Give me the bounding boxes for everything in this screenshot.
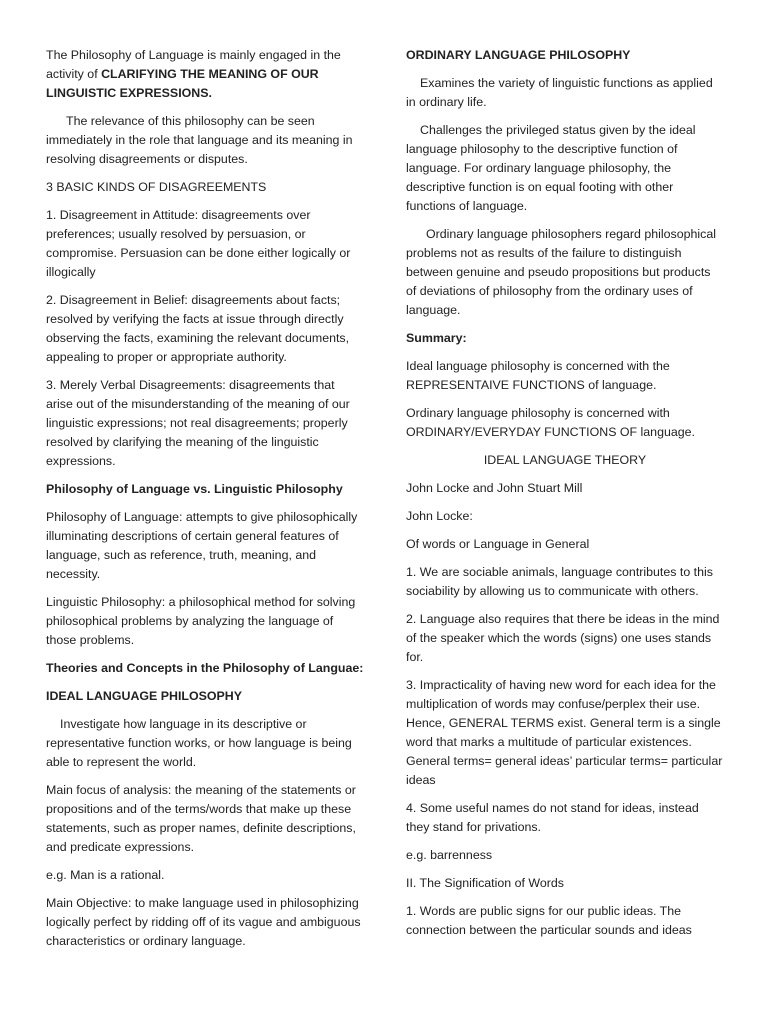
ideal-language-heading: IDEAL LANGUAGE PHILOSOPHY: [46, 689, 242, 703]
linguistic-philosophy-definition: Linguistic Philosophy: a philosophical method for solving philosophical problems by analyzing the language of those problems.: [46, 595, 356, 647]
summary-ordinary: Ordinary language philosophy is concerned with ORDINARY/EVERYDAY FUNCTIONS OF language.: [406, 406, 695, 439]
intro-emphasis: CLARIFYING THE MEANING OF OUR LINGUISTIC EXPRESSIONS.: [46, 67, 319, 100]
example-barrenness: e.g. barrenness: [406, 848, 493, 862]
ideal-investigate-paragraph: Investigate how language in its descriptive or representative function works, or how language is being able to represent the world.: [46, 717, 352, 769]
summary-heading: Summary:: [406, 331, 467, 345]
left-column: [46, 46, 364, 960]
main-focus-paragraph: Main focus of analysis: the meaning of the statements or propositions and of the terms/words that make up these statements, such as proper names, definite descriptions, and predicate expressions.: [46, 783, 356, 854]
disagreement-verbal: 3. Merely Verbal Disagreements: disagreements that arise out of the misunderstanding of the meaning of our linguistic expressions; not real disagreements; properly resolved by clarifying the meaning of the linguistic expressions.: [46, 378, 350, 468]
philosophy-of-language-definition: Philosophy of Language: attempts to give philosophically illuminating descriptions of certain general features of language, such as reference, truth, meaning, and necessity.: [46, 510, 358, 581]
locke-point-1: 1. We are sociable animals, language contributes to this sociability by allowing us to communicate with others.: [406, 565, 713, 598]
disagreement-attitude: 1. Disagreement in Attitude: disagreements over preferences; usually resolved by persuasion, or compromise. Persuasion can be done either logically or illogically: [46, 208, 351, 279]
challenges-paragraph: Challenges the privileged status given by the ideal language philosophy to the descriptive function of language. For ordinary language philosophy, the descriptive function is on equal footing with other functions of language.: [406, 123, 696, 213]
intro-text: The Philosophy of Language is mainly engaged in the activity of: [46, 48, 341, 81]
examines-paragraph: Examines the variety of linguistic functions as applied in ordinary life.: [406, 76, 713, 109]
ordinary-philosophers-paragraph: Ordinary language philosophers regard philosophical problems not as results of the failure to distinguish between genuine and pseudo propositions but products of deviations of philosophy from the ordinary uses of language.: [406, 227, 716, 317]
disagreement-belief: 2. Disagreement in Belief: disagreements about facts; resolved by verifying the facts at issue through directly observing the facts, examining the relevant documents, appealing to proper or appropriate authority.: [46, 293, 350, 364]
ordinary-language-heading: ORDINARY LANGUAGE PHILOSOPHY: [406, 48, 631, 62]
authors-line: John Locke and John Stuart Mill: [406, 481, 583, 495]
vs-heading: Philosophy of Language vs. Linguistic Philosophy: [46, 482, 343, 496]
disagreements-heading: 3 BASIC KINDS OF DISAGREEMENTS: [46, 180, 267, 194]
right-column: [406, 46, 724, 949]
relevance-paragraph: The relevance of this philosophy can be seen immediately in the role that language and its meaning in resolving disagreements or disputes.: [46, 114, 353, 166]
summary-ideal: Ideal language philosophy is concerned with the REPRESENTAIVE FUNCTIONS of language.: [406, 359, 670, 392]
main-objective-paragraph: Main Objective: to make language used in philosophizing logically perfect by ridding off of its vague and ambiguous characteristics or ordinary language.: [46, 896, 361, 948]
locke-point-4: 4. Some useful names do not stand for ideas, instead they stand for privations.: [406, 801, 699, 834]
intro-paragraph: [46, 46, 364, 103]
example-rational: e.g. Man is a rational.: [46, 868, 165, 882]
signification-heading: II. The Signification of Words: [406, 876, 564, 890]
signification-point-1: 1. Words are public signs for our public ideas. The connection between the particular sounds and ideas: [406, 904, 692, 937]
of-words-heading: Of words or Language in General: [406, 537, 590, 551]
ideal-theory-heading: IDEAL LANGUAGE THEORY: [483, 453, 647, 467]
locke-point-3: 3. Impracticality of having new word for each idea for the multiplication of words may confuse/perplex their use. Hence, GENERAL TERMS exist. General term is a single word that marks a multitude of particular existences. General terms= general ideas’ particular terms= particular ideas: [406, 678, 723, 787]
locke-label: John Locke:: [406, 509, 473, 523]
locke-point-2: 2. Language also requires that there be ideas in the mind of the speaker which the words (signs) one uses stands for.: [406, 612, 720, 664]
theories-heading: Theories and Concepts in the Philosophy of Languae:: [46, 661, 364, 675]
